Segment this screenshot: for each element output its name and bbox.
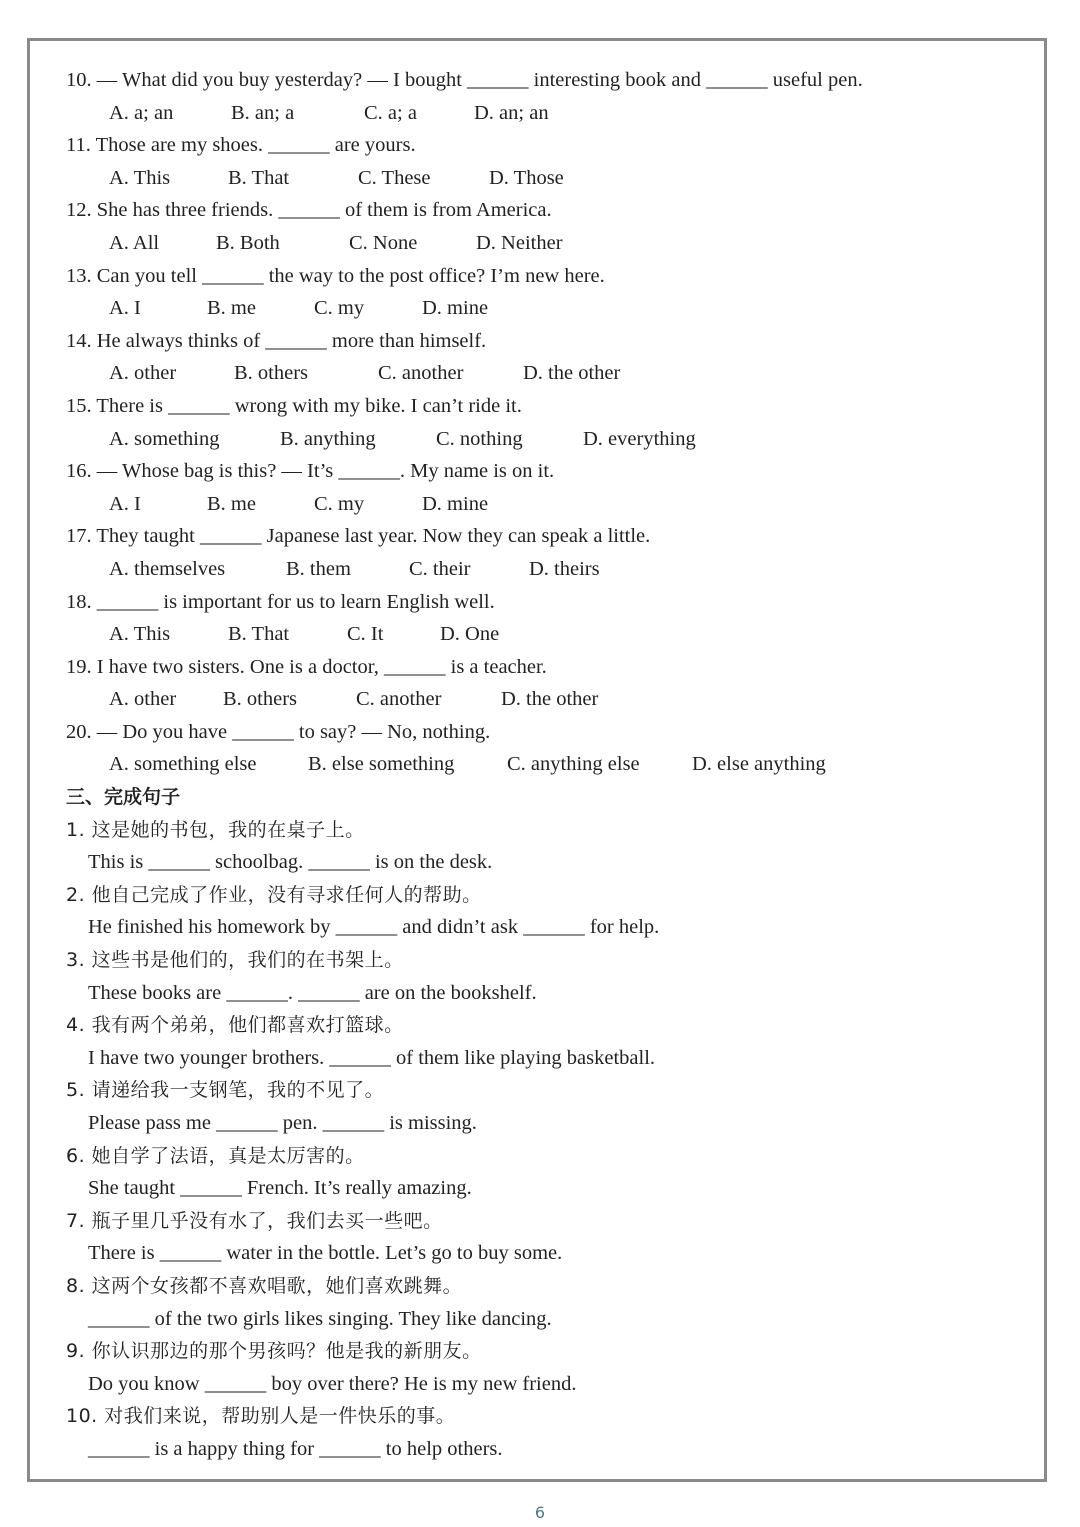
answer-option: B. That	[228, 623, 290, 646]
english-sentence: ______ of the two girls likes singing. They like dancing.	[88, 1307, 552, 1330]
answer-options	[66, 227, 1026, 260]
english-sentence: This is ______ schoolbag. ______ is on the desk.	[88, 851, 493, 874]
english-sentence: There is ______ water in the bottle. Let’s go to buy some.	[88, 1242, 563, 1265]
answer-option: C. my	[314, 492, 365, 515]
page-number: 6	[534, 1503, 546, 1522]
english-sentence: She taught ______ French. It’s really amazing.	[88, 1177, 472, 1200]
answer-option: B. That	[228, 166, 290, 189]
answer-option: A. other	[109, 362, 177, 385]
answer-option: B. me	[207, 492, 256, 515]
english-sentence: Please pass me ______ pen. ______ is missing.	[88, 1112, 477, 1134]
answer-option: B. others	[234, 362, 309, 385]
chinese-prompt: 2. 他自己完成了作业，没有寻求任何人的帮助。	[66, 883, 482, 906]
answer-options	[66, 553, 1026, 586]
question-stem: 12. She has three friends. ______ of them is from America.	[66, 199, 552, 222]
answer-options	[66, 357, 1026, 390]
chinese-prompt: 8. 这两个女孩都不喜欢唱歌，她们喜欢跳舞。	[66, 1274, 463, 1297]
answer-option: D. an; an	[474, 101, 549, 124]
chinese-prompt: 6. 她自学了法语，真是太厉害的。	[66, 1144, 365, 1167]
chinese-prompt: 9. 你认识那边的那个男孩吗？他是我的新朋友。	[66, 1340, 482, 1363]
answer-options	[66, 618, 1026, 651]
answer-option: D. mine	[422, 492, 489, 515]
answer-option: B. an; a	[231, 101, 295, 124]
question-stem: 17. They taught ______ Japanese last year. Now they can speak a little.	[66, 525, 651, 548]
answer-option: B. others	[223, 688, 298, 711]
chinese-prompt: 7. 瓶子里几乎没有水了，我们去买一些吧。	[66, 1209, 443, 1232]
answer-option: B. else something	[308, 753, 455, 776]
answer-options	[66, 423, 1026, 456]
answer-option: A. a; an	[109, 101, 174, 124]
answer-options	[66, 97, 1026, 130]
answer-option: B. them	[286, 557, 351, 580]
worksheet-content	[66, 64, 1026, 1466]
answer-option: B. Both	[216, 231, 280, 254]
answer-option: A. All	[109, 231, 160, 254]
question-stem: 15. There is ______ wrong with my bike. I can’t ride it.	[66, 394, 522, 417]
answer-options	[66, 292, 1026, 325]
answer-option: C. another	[356, 688, 442, 711]
question-stem: 16. — Whose bag is this? — It’s ______. My name is on it.	[66, 460, 555, 483]
answer-options	[66, 162, 1026, 195]
answer-options	[66, 748, 1026, 781]
section-title: 三、完成句子	[66, 786, 181, 809]
question-stem: 20. — Do you have ______ to say? — No, nothing.	[66, 720, 491, 743]
answer-option: D. One	[440, 623, 500, 646]
answer-option: D. Neither	[476, 231, 563, 254]
answer-option: A. This	[109, 166, 171, 189]
answer-option: D. else anything	[692, 753, 826, 776]
answer-option: D. Those	[489, 166, 564, 189]
answer-option: B. anything	[280, 427, 376, 450]
answer-option: C. my	[314, 297, 365, 320]
answer-option: D. the other	[501, 688, 599, 711]
answer-options	[66, 683, 1026, 716]
answer-option: C. a; a	[364, 101, 417, 124]
english-sentence: Do you know ______ boy over there? He is my new friend.	[88, 1372, 577, 1395]
english-sentence: ______ is a happy thing for ______ to help others.	[88, 1437, 503, 1460]
answer-option: C. anything else	[507, 753, 640, 776]
english-sentence: These books are ______. ______ are on the bookshelf.	[88, 981, 537, 1004]
english-sentence: I have two younger brothers. ______ of them like playing basketball.	[88, 1046, 656, 1069]
question-stem: 14. He always thinks of ______ more than himself.	[66, 329, 487, 352]
answer-option: C. It	[347, 623, 384, 646]
answer-option: D. mine	[422, 297, 489, 320]
question-stem: 19. I have two sisters. One is a doctor, ______ is a teacher.	[66, 655, 547, 678]
question-stem: 13. Can you tell ______ the way to the post office? I’m new here.	[66, 264, 605, 287]
answer-option: D. the other	[523, 362, 621, 385]
answer-option: A. I	[109, 492, 141, 515]
chinese-prompt: 3. 这些书是他们的，我们的在书架上。	[66, 949, 404, 972]
answer-option: A. themselves	[109, 557, 226, 580]
answer-option: A. This	[109, 623, 171, 646]
answer-option: C. None	[349, 231, 418, 254]
answer-option: C. their	[409, 557, 471, 580]
answer-option: C. another	[378, 362, 464, 385]
chinese-prompt: 10. 对我们来说，帮助别人是一件快乐的事。	[66, 1405, 456, 1428]
answer-option: A. I	[109, 297, 141, 320]
question-stem: 11. Those are my shoes. ______ are yours.	[66, 134, 416, 157]
answer-option: D. everything	[583, 427, 696, 450]
answer-options	[66, 488, 1026, 521]
answer-option: C. These	[358, 166, 431, 189]
chinese-prompt: 1. 这是她的书包，我的在桌子上。	[66, 818, 365, 841]
answer-option: B. me	[207, 297, 256, 320]
chinese-prompt: 5. 请递给我一支钢笔，我的不见了。	[66, 1079, 385, 1102]
answer-option: A. something	[109, 427, 220, 450]
answer-option: D. theirs	[529, 557, 600, 580]
answer-option: A. other	[109, 688, 177, 711]
answer-option: A. something else	[109, 753, 257, 776]
question-stem: 10. — What did you buy yesterday? — I bought ______ interesting book and ______ useful pen.	[66, 69, 863, 91]
english-sentence: He finished his homework by ______ and didn’t ask ______ for help.	[88, 916, 660, 939]
chinese-prompt: 4. 我有两个弟弟，他们都喜欢打篮球。	[66, 1014, 404, 1037]
answer-option: C. nothing	[436, 427, 523, 450]
question-stem: 18. ______ is important for us to learn English well.	[66, 590, 495, 613]
